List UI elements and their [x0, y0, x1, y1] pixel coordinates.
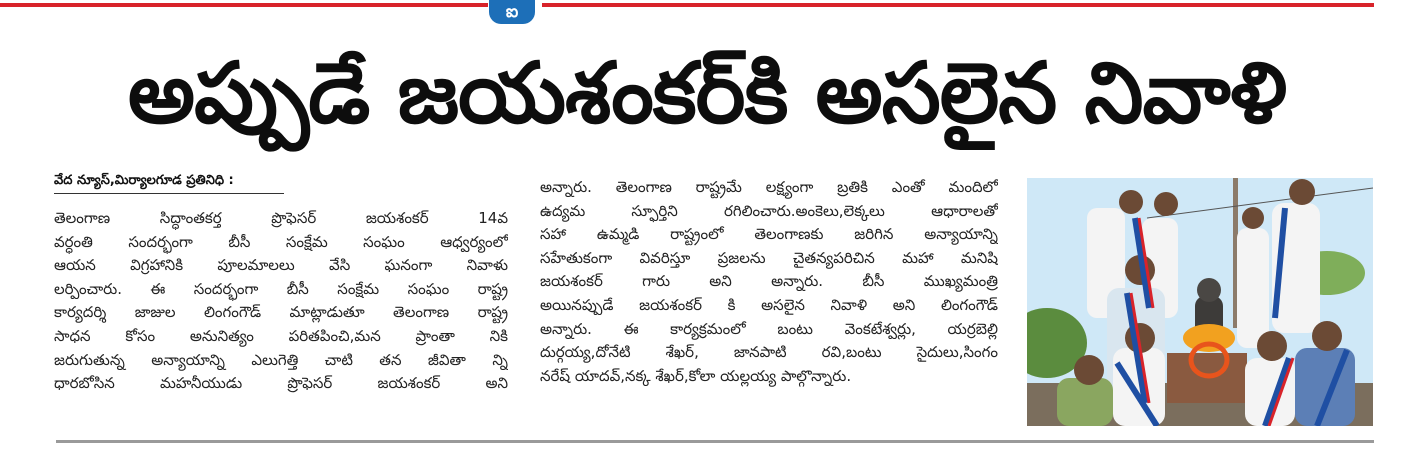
- body-line: తెలంగాణ సిద్ధాంతకర్త ప్రొఫెసర్ జయశంకర్ 14వ: [54, 209, 508, 227]
- body-line: జరుగుతున్న అన్యాయాన్ని ఎలుగెత్తి చాటి తన జీవితా న్ని: [54, 350, 508, 369]
- body-line: దుర్గయ్య,దోనేటి శేఖర్, జానపాటి రవి,బంటు సైదులు,సింగం: [540, 343, 998, 362]
- body-line: ధారబోసిన మహనీయుడు ప్రొఫెసర్ జయశంకర్ అని: [54, 374, 508, 393]
- photo-illustration: [1027, 178, 1373, 426]
- body-line: అయినప్పుడే జయశంకర్ కి అసలైన నివాళి అని లింగంగౌడ్: [540, 295, 998, 314]
- body-line: సహేతుకంగా వివరిస్తూ ప్రజలను చైతన్యపరిచిన మహా మనిషి: [540, 248, 998, 267]
- publication-logo: ఐ: [489, 0, 535, 24]
- article-headline: అప్పుడే జయశంకర్‌కి అసలైన నివాళి: [127, 44, 1287, 142]
- body-line: ఆయన విగ్రహానికి పూలమాలలు వేసి ఘనంగా నివాళు: [54, 256, 508, 275]
- body-line: నరేష్ యాదవ్,నక్క శేఖర్,కోలా యల్లయ్య పాల్గొన్నారు.: [540, 366, 852, 385]
- article-byline: వేద న్యూస్,మిర్యాలగూడ ప్రతినిధి :: [54, 173, 234, 188]
- body-line: ఉద్యమ స్ఫూర్తిని రగిలించారు.అంకెలు,లెక్కలు ఆధారాలతో: [540, 201, 998, 220]
- bottom-rule: [56, 440, 1374, 443]
- body-line: అన్నారు. తెలంగాణ రాష్ట్రమే లక్ష్యంగా బ్రతికి ఎంతో మందిలో: [540, 178, 998, 196]
- body-line: వర్ధంతి సందర్భంగా బీసీ సంక్షేమ సంఘం ఆధ్వర్యంలో: [54, 232, 508, 251]
- masthead-rule-left: [0, 3, 488, 7]
- body-line: జయశంకర్ గారు అని అన్నారు. బీసీ ముఖ్యమంత్రి: [540, 272, 998, 291]
- article-column-1: [54, 207, 508, 396]
- article-column-2: [540, 176, 998, 388]
- body-line: లర్పించారు. ఈ సందర్భంగా బీసీ సంక్షేమ సంఘం రాష్ట్ర: [54, 279, 508, 298]
- body-line: అన్నారు. ఈ కార్యక్రమంలో బంటు వెంకటేశ్వర్లు, యర్రబెల్లి: [540, 319, 998, 338]
- body-line: సాధన కోసం అనునిత్యం పరితపించి,మన ప్రాంతా నికి: [54, 326, 508, 345]
- article-photo: [1027, 178, 1373, 426]
- body-line: సహా ఉమ్మడి రాష్ట్రంలో తెలంగాణకు జరిగిన అన్యాయాన్ని: [540, 225, 998, 244]
- masthead-rule-right: [542, 3, 1374, 7]
- byline-underline: [54, 193, 284, 194]
- body-line: కార్యదర్శి జాజుల లింగంగౌడ్ మాట్లాడుతూ తెలంగాణ రాష్ట్ర: [54, 303, 508, 322]
